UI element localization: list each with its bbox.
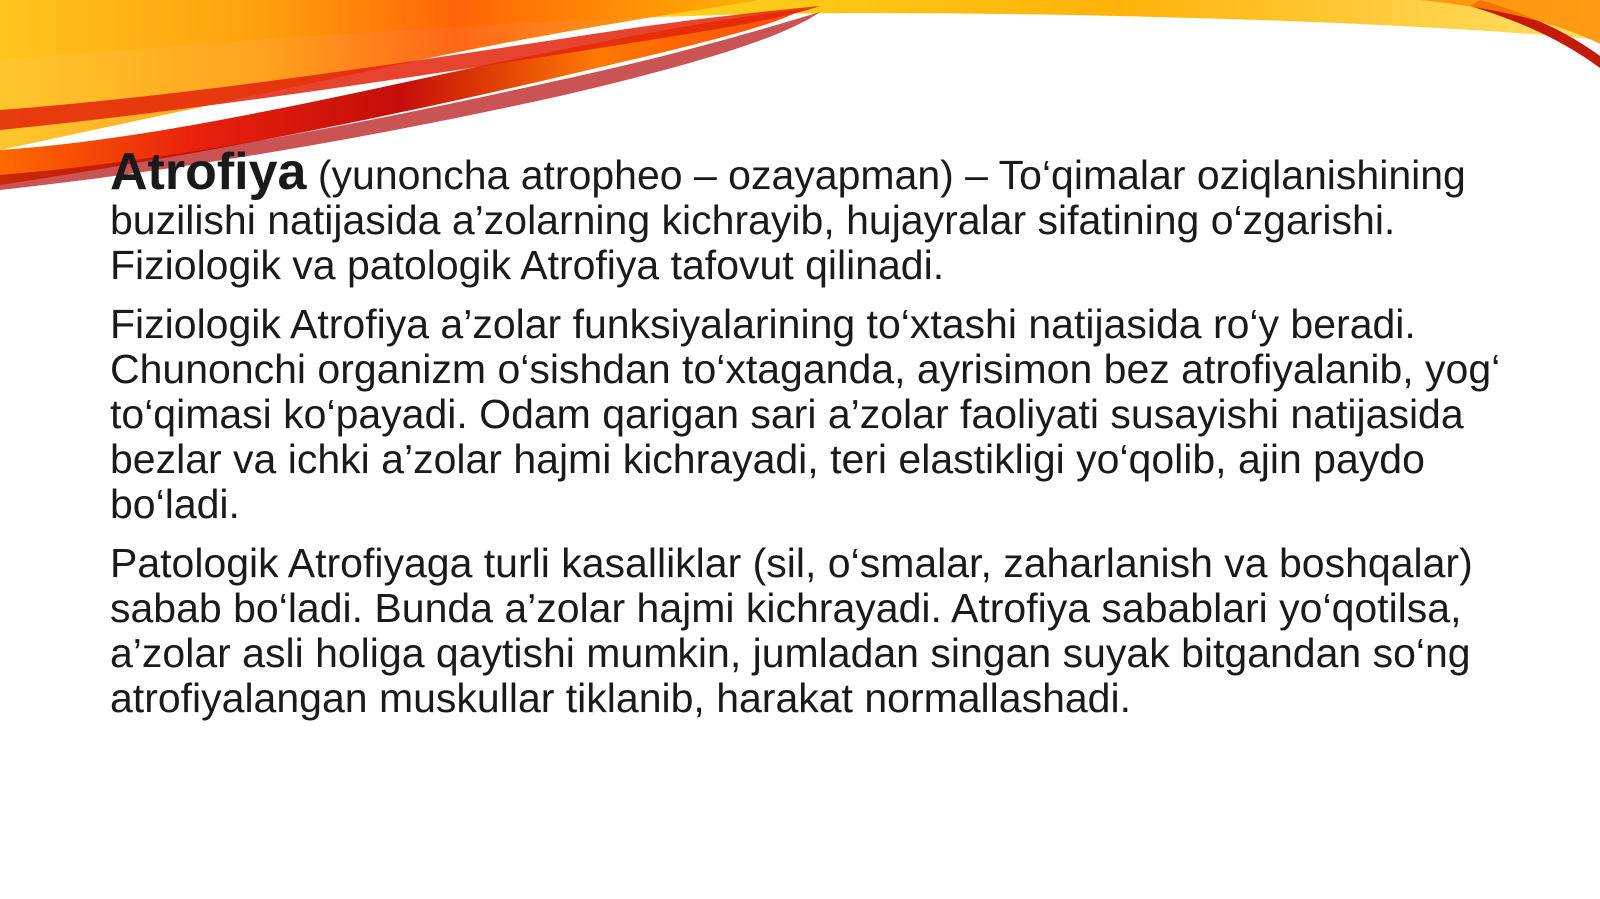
term-heading: Atrofiya xyxy=(110,143,307,201)
paragraph-physiological: Fiziologik Atrofiya a’zolar funksiyalarining to‘xtashi natijasida ro‘y beradi. Chunonchi organizm o‘sishdan to‘xtaganda, ayrisimon bez atrofiyalanib, yog‘ to‘qimasi ko‘payadi. Odam qarigan sari a’zolar faoliyati susayishi natijasida bezlar va ichki a’zolar hajmi kichrayadi, teri elastikligi yo‘qolib, ajin paydo bo‘ladi. xyxy=(110,301,1501,527)
paragraph-pathological: Patologik Atrofiyaga turli kasalliklar (sil, o‘smalar, zaharlanish va boshqalar) sabab bo‘ladi. Bunda a’zolar hajmi kichrayadi. Atrofiya sabablari yo‘qotilsa, a’zolar asli holiga qaytishi mumkin, jumladan singan suyak bitgandan so‘ng atrofiyalangan muskullar tiklanib, harakat normallashadi. xyxy=(110,540,1473,721)
slide-body xyxy=(110,143,1510,735)
paragraph-definition xyxy=(110,143,1510,288)
definition-text: (yunoncha atropheo – ozayapman) – To‘qimalar oziqlanishining buzilishi natijasida a’zolarning kichrayib, hujayralar sifatining o‘zgarishi. Fiziologik va patologik Atrofiya tafovut qilinadi. xyxy=(110,152,1466,288)
